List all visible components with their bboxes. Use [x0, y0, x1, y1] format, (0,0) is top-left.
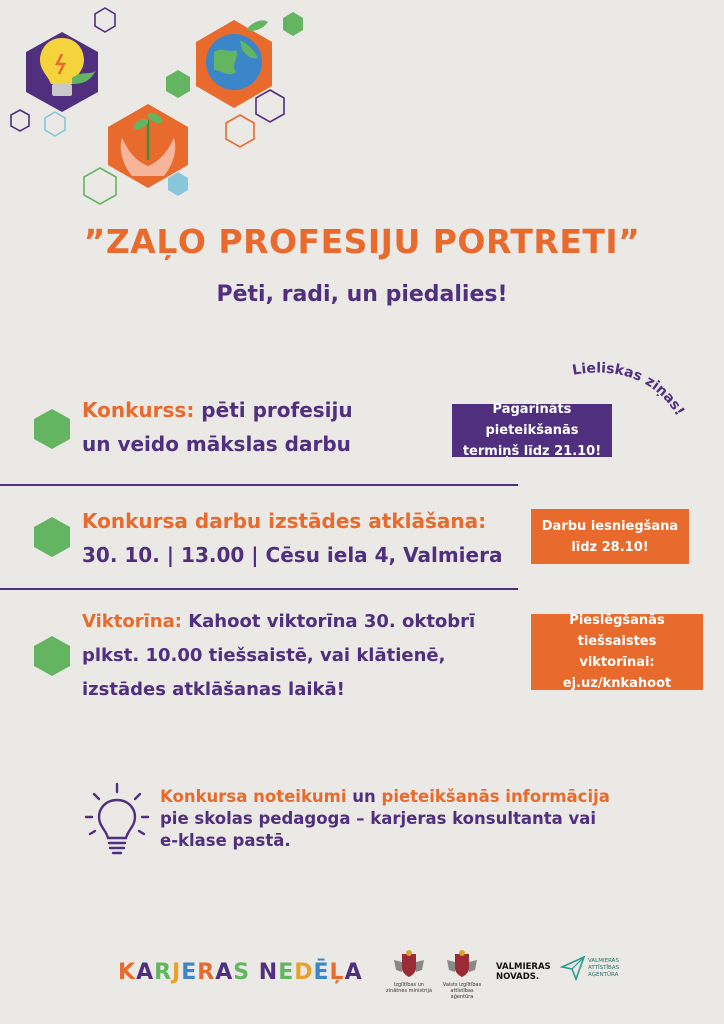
deadline-extended-badge: [452, 404, 612, 457]
header-illustration: [0, 0, 330, 215]
badge-line: viktorīnai:: [579, 655, 655, 670]
svg-text:Lieliskas ziņas!: Lieliskas ziņas!: [571, 360, 688, 419]
ministry-name: Izglītības un zinātnes ministrija: [386, 982, 432, 994]
exhibition-label: Konkursa darbu izstādes atklāšana:: [82, 509, 487, 533]
valmieras-text: VALMIERAS: [496, 962, 551, 972]
brand-text: KARJERAS NEDĒĻA: [118, 960, 363, 985]
submission-deadline-badge: [531, 509, 689, 564]
exhibition-description: [82, 504, 502, 572]
quiz-label: Viktorīna:: [82, 611, 182, 632]
agency-logo: [439, 950, 485, 1000]
bullet-hexagon: [34, 636, 70, 676]
page-title: ”ZAĻO PROFESIJU PORTRETI”: [83, 222, 641, 261]
paper-plane-icon: [560, 955, 586, 981]
rules-info-line2: pie skolas pedagoga – karjeras konsultanta vai: [160, 809, 597, 828]
badge-line: Pagarināts pieteikšanās: [485, 402, 579, 438]
divider: [0, 588, 518, 590]
ministry-logo: [386, 950, 432, 994]
agency-text-2: ATTĪSTĪBAS: [588, 964, 620, 971]
quiz-link-badge[interactable]: [531, 614, 703, 690]
badge-line: termiņš līdz 21.10!: [462, 444, 602, 459]
agency-text-3: AĢENTŪRA: [588, 971, 619, 978]
page-subtitle: Pēti, radi, un piedalies!: [216, 282, 508, 307]
exhibition-details: 30. 10. | 13.00 | Cēsu iela 4, Valmiera: [82, 543, 503, 567]
valmieras-novads-logo: [496, 962, 551, 982]
badge-line: Darbu iesniegšana: [541, 518, 679, 534]
coat-of-arms-icon: [439, 950, 485, 978]
contest-text-line2: un veido mākslas darbu: [82, 432, 351, 456]
quiz-text-line3: izstādes atklāšanas laikā!: [82, 679, 345, 700]
rules-info: [160, 786, 680, 852]
badge-line: Pieslēgšanās tiešsaistes: [569, 613, 665, 649]
karjeras-nedela-logo: [118, 960, 363, 985]
badge-line: līdz 28.10!: [571, 539, 649, 555]
quiz-description: [82, 605, 475, 707]
rules-connector: un: [346, 787, 382, 806]
application-info-link[interactable]: pieteikšanās informācija: [381, 787, 610, 806]
divider: [0, 484, 518, 486]
contest-text: pēti profesiju: [194, 398, 353, 422]
agency-name: Valsts izglītības attīstības aģentūra: [442, 982, 482, 1000]
contest-label: Konkurss:: [82, 398, 195, 422]
quiz-text: Kahoot viktorīna 30. oktobrī: [181, 611, 476, 632]
agency-text-1: VALMIERAS: [588, 957, 619, 964]
lightbulb-outline-icon: [84, 782, 150, 858]
lightbulb-icon: [26, 32, 98, 112]
rules-link[interactable]: Konkursa noteikumi: [160, 787, 347, 806]
quiz-link[interactable]: ej.uz/knkahoot: [562, 676, 672, 691]
quiz-text-line2: plkst. 10.00 tiešsaistē, vai klātienē,: [82, 645, 446, 666]
novads-text: NOVADS.: [496, 972, 540, 982]
coat-of-arms-icon: [386, 950, 432, 978]
rules-info-line3: e-klase pastā.: [160, 831, 291, 850]
valmieras-agency-logo: [560, 955, 619, 981]
contest-description: [82, 393, 353, 461]
bullet-hexagon: [34, 409, 70, 449]
bullet-hexagon: [34, 517, 70, 557]
